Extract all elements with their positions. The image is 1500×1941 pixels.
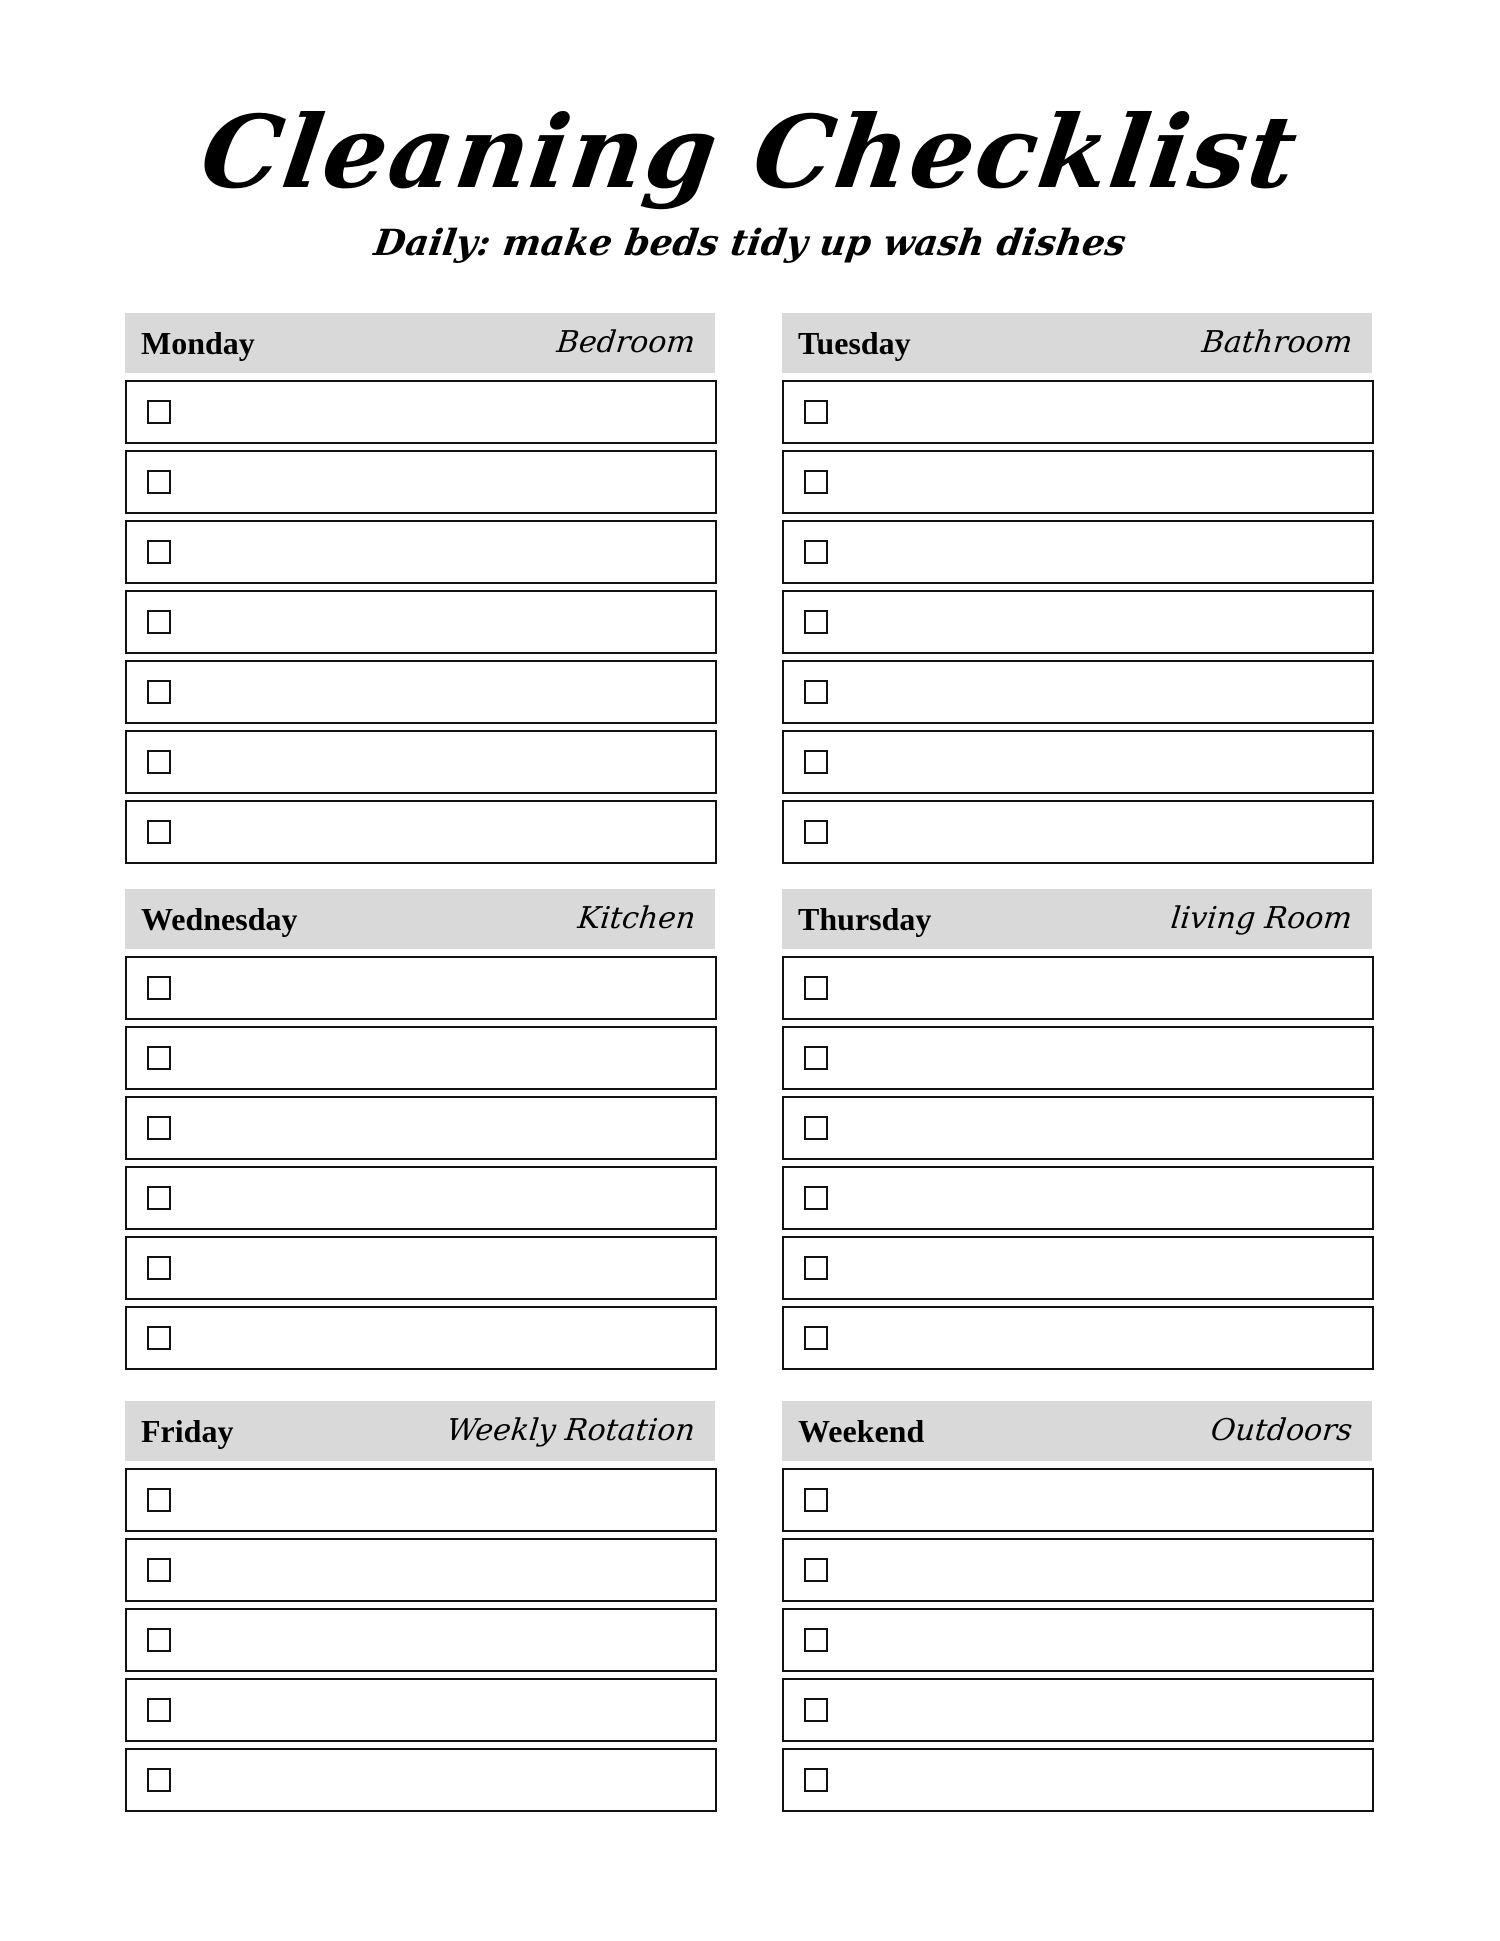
- room-label: Weekly Rotation: [445, 1413, 697, 1448]
- section-thursday: [782, 889, 1374, 1376]
- task-checkbox[interactable]: [147, 1116, 171, 1140]
- task-checkbox[interactable]: [804, 1558, 828, 1582]
- task-row[interactable]: [782, 450, 1374, 514]
- section-monday: [125, 313, 717, 870]
- task-row[interactable]: [125, 590, 717, 654]
- task-row[interactable]: [125, 380, 717, 444]
- room-label: Bedroom: [555, 325, 697, 360]
- task-row[interactable]: [782, 1166, 1374, 1230]
- task-row[interactable]: [125, 1538, 717, 1602]
- task-checkbox[interactable]: [147, 470, 171, 494]
- day-label: Wednesday: [141, 901, 298, 937]
- task-row[interactable]: [782, 1468, 1374, 1532]
- task-row[interactable]: [782, 800, 1374, 864]
- task-checkbox[interactable]: [804, 540, 828, 564]
- room-label: Kitchen: [575, 901, 697, 936]
- task-row[interactable]: [125, 730, 717, 794]
- task-rows: [125, 956, 717, 1370]
- task-checkbox[interactable]: [804, 1186, 828, 1210]
- room-label: Outdoors: [1209, 1413, 1354, 1448]
- day-label: Tuesday: [798, 325, 911, 361]
- task-checkbox[interactable]: [147, 610, 171, 634]
- task-checkbox[interactable]: [147, 1488, 171, 1512]
- task-checkbox[interactable]: [804, 1698, 828, 1722]
- task-checkbox[interactable]: [147, 400, 171, 424]
- task-checkbox[interactable]: [147, 680, 171, 704]
- task-checkbox[interactable]: [147, 1326, 171, 1350]
- task-rows: [782, 956, 1374, 1370]
- task-checkbox[interactable]: [804, 1488, 828, 1512]
- task-rows: [125, 1468, 717, 1812]
- task-row[interactable]: [125, 660, 717, 724]
- section-friday: [125, 1401, 717, 1818]
- task-checkbox[interactable]: [804, 1256, 828, 1280]
- day-label: Friday: [141, 1413, 234, 1449]
- task-row[interactable]: [125, 1096, 717, 1160]
- section-header: [782, 1401, 1372, 1461]
- task-checkbox[interactable]: [147, 1628, 171, 1652]
- task-row[interactable]: [782, 520, 1374, 584]
- daily-tasks-subtitle: Daily: make beds tidy up wash dishes: [371, 222, 1129, 264]
- task-rows: [125, 380, 717, 864]
- task-row[interactable]: [782, 1678, 1374, 1742]
- day-label: Thursday: [798, 901, 932, 937]
- task-row[interactable]: [782, 1748, 1374, 1812]
- task-checkbox[interactable]: [804, 470, 828, 494]
- page-title: Cleaning Checklist: [194, 93, 1306, 211]
- day-label: Monday: [141, 325, 255, 361]
- task-row[interactable]: [782, 1306, 1374, 1370]
- task-row[interactable]: [125, 520, 717, 584]
- task-row[interactable]: [782, 660, 1374, 724]
- task-row[interactable]: [125, 1608, 717, 1672]
- task-checkbox[interactable]: [804, 1046, 828, 1070]
- task-checkbox[interactable]: [147, 1046, 171, 1070]
- task-row[interactable]: [125, 1468, 717, 1532]
- task-checkbox[interactable]: [804, 610, 828, 634]
- task-checkbox[interactable]: [804, 1116, 828, 1140]
- task-row[interactable]: [125, 1748, 717, 1812]
- section-header: [125, 313, 715, 373]
- task-checkbox[interactable]: [804, 820, 828, 844]
- task-row[interactable]: [125, 1236, 717, 1300]
- section-header: [125, 889, 715, 949]
- task-checkbox[interactable]: [147, 1186, 171, 1210]
- day-label: Weekend: [798, 1413, 925, 1449]
- task-row[interactable]: [782, 1538, 1374, 1602]
- task-row[interactable]: [125, 450, 717, 514]
- task-checkbox[interactable]: [147, 976, 171, 1000]
- task-checkbox[interactable]: [147, 820, 171, 844]
- task-row[interactable]: [125, 1026, 717, 1090]
- task-checkbox[interactable]: [147, 1768, 171, 1792]
- task-checkbox[interactable]: [147, 1256, 171, 1280]
- task-row[interactable]: [782, 1096, 1374, 1160]
- task-row[interactable]: [782, 956, 1374, 1020]
- task-checkbox[interactable]: [804, 750, 828, 774]
- task-checkbox[interactable]: [804, 1326, 828, 1350]
- task-rows: [782, 380, 1374, 864]
- task-row[interactable]: [125, 1678, 717, 1742]
- room-label: living Room: [1169, 901, 1354, 936]
- task-row[interactable]: [782, 1608, 1374, 1672]
- task-row[interactable]: [782, 1236, 1374, 1300]
- task-rows: [782, 1468, 1374, 1812]
- section-wednesday: [125, 889, 717, 1376]
- section-weekend: [782, 1401, 1374, 1818]
- task-checkbox[interactable]: [804, 680, 828, 704]
- task-checkbox[interactable]: [147, 1698, 171, 1722]
- section-header: [782, 889, 1372, 949]
- task-checkbox[interactable]: [804, 1628, 828, 1652]
- task-row[interactable]: [125, 800, 717, 864]
- task-checkbox[interactable]: [804, 976, 828, 1000]
- section-tuesday: [782, 313, 1374, 870]
- task-checkbox[interactable]: [147, 750, 171, 774]
- task-row[interactable]: [782, 380, 1374, 444]
- task-checkbox[interactable]: [147, 1558, 171, 1582]
- section-header: [782, 313, 1372, 373]
- task-row[interactable]: [125, 1306, 717, 1370]
- task-row[interactable]: [782, 1026, 1374, 1090]
- task-row[interactable]: [782, 590, 1374, 654]
- task-row[interactable]: [782, 730, 1374, 794]
- task-row[interactable]: [125, 1166, 717, 1230]
- room-label: Bathroom: [1199, 325, 1354, 360]
- task-checkbox[interactable]: [804, 1768, 828, 1792]
- task-checkbox[interactable]: [147, 540, 171, 564]
- task-row[interactable]: [125, 956, 717, 1020]
- section-header: [125, 1401, 715, 1461]
- task-checkbox[interactable]: [804, 400, 828, 424]
